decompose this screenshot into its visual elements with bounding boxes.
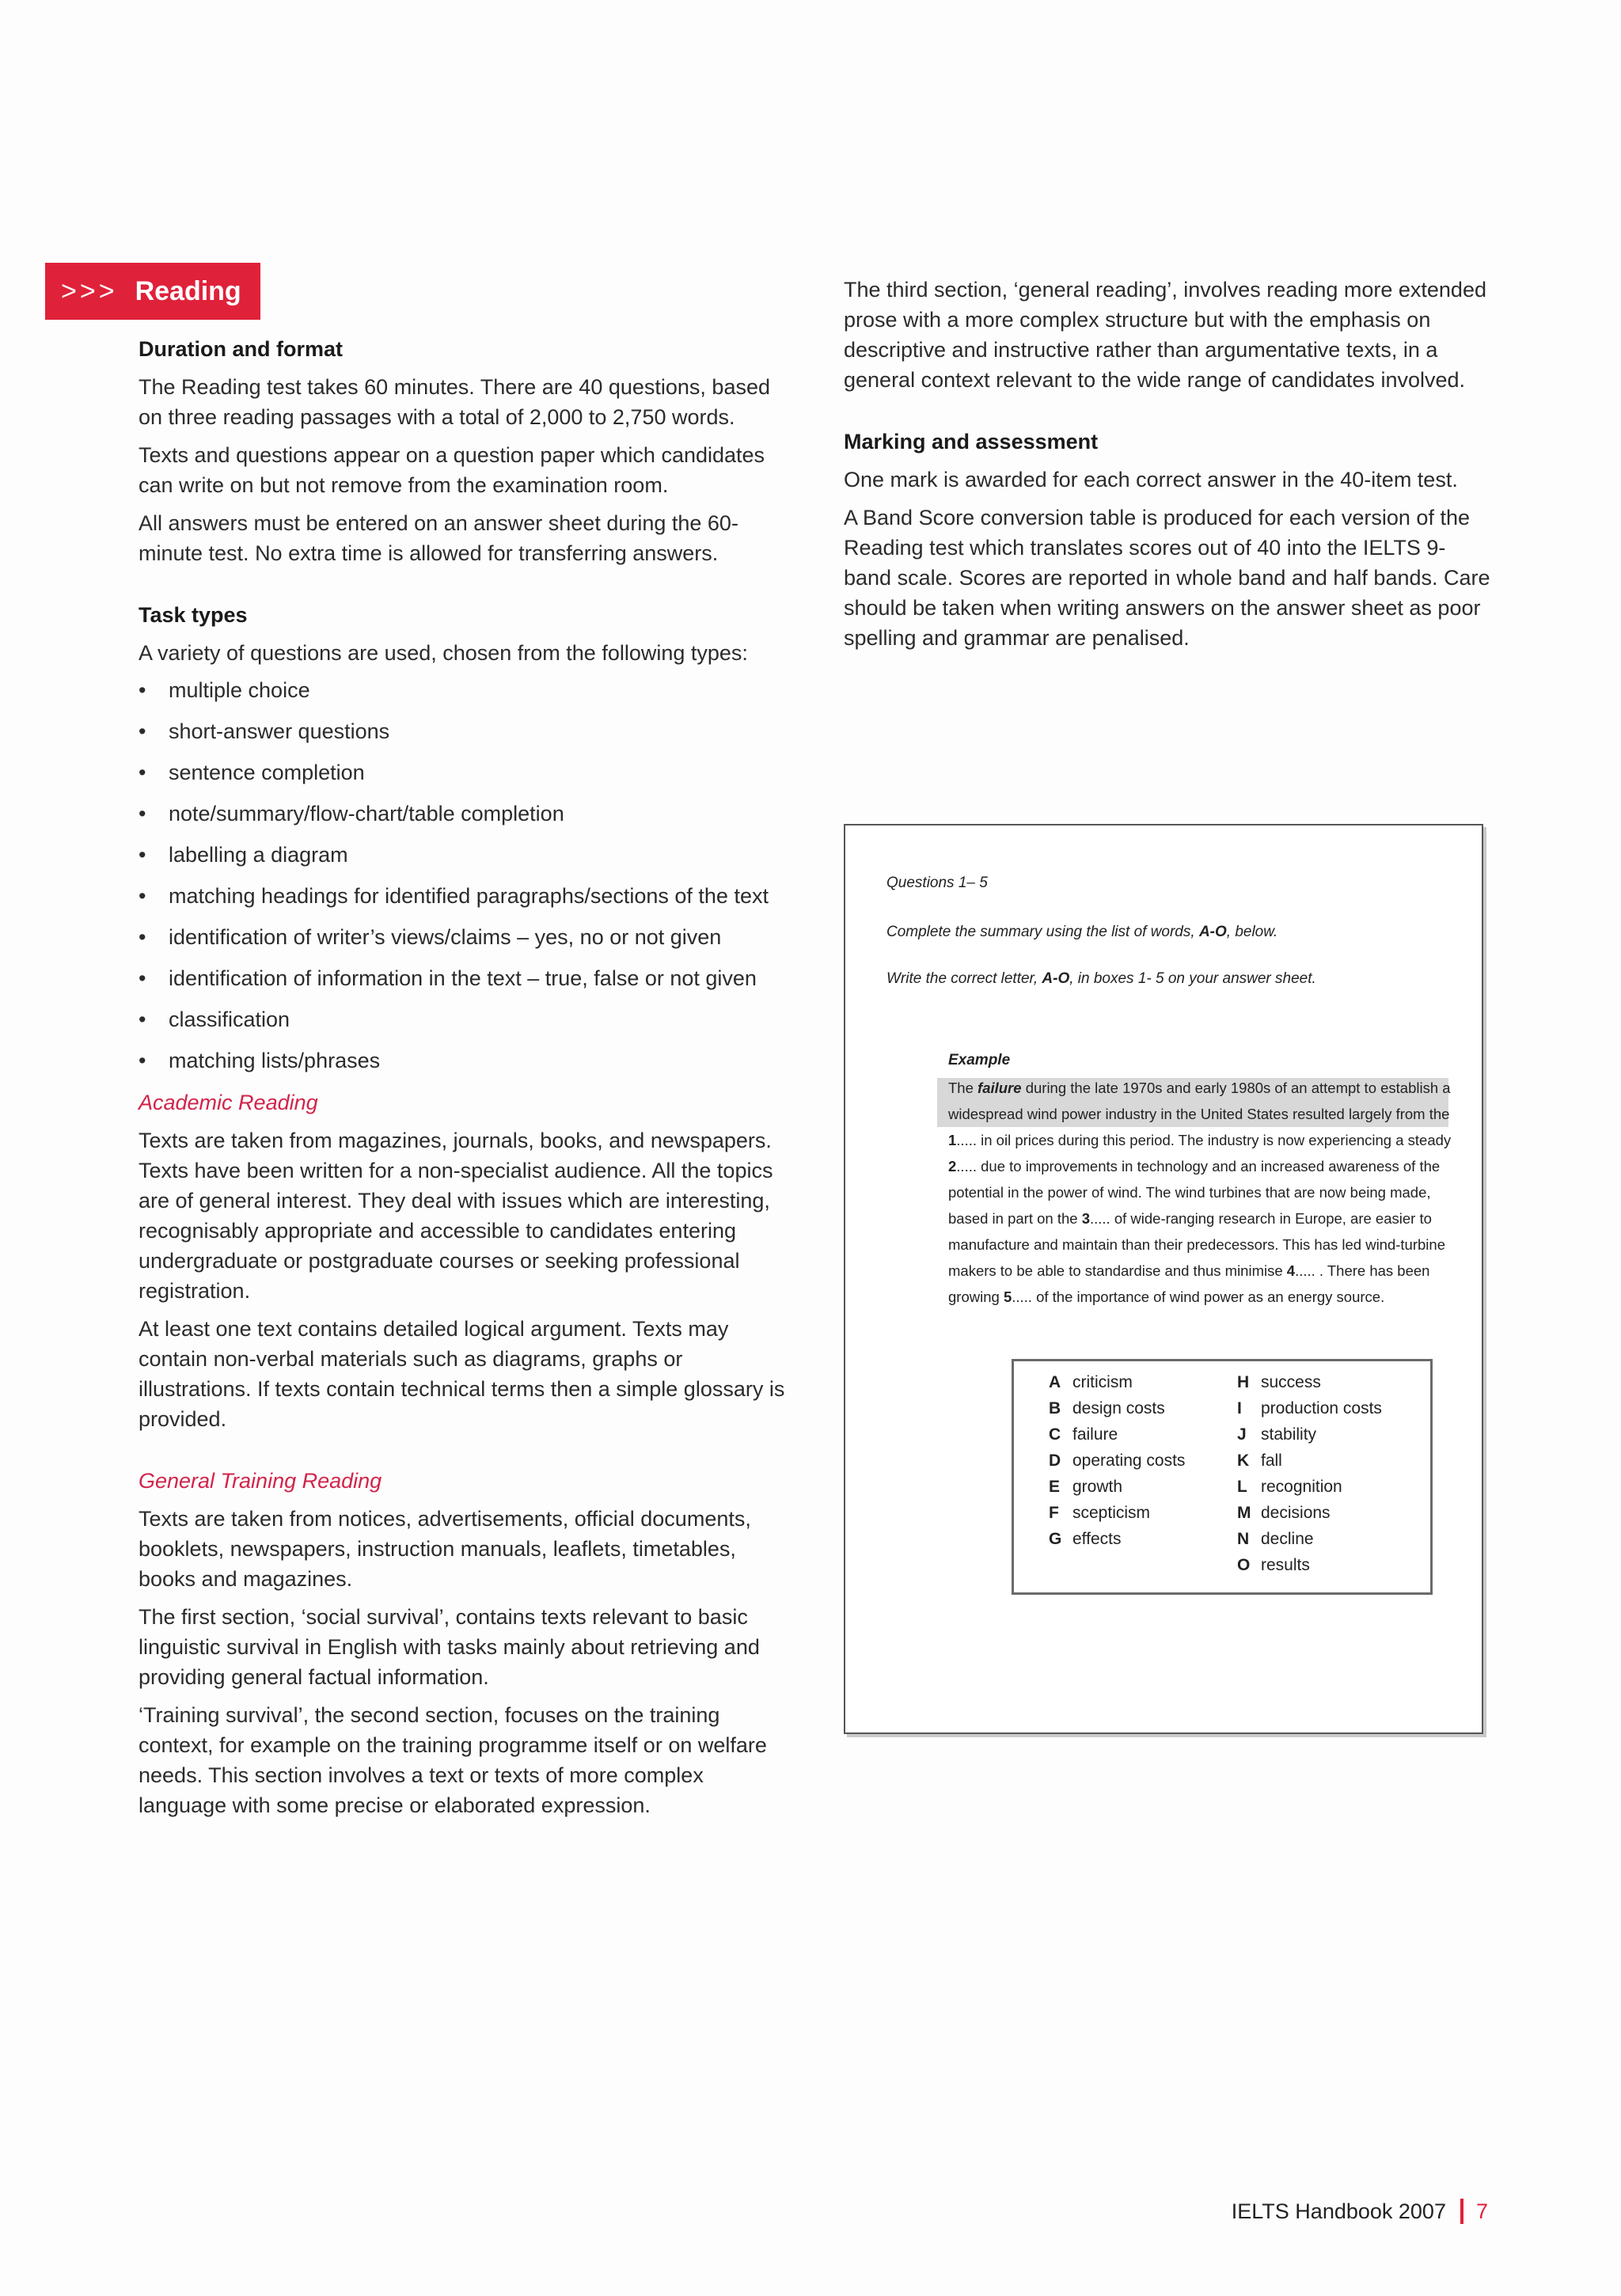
word-option: M decisions	[1237, 1504, 1331, 1522]
example-word: failure	[978, 1080, 1022, 1096]
bullet-icon: •	[139, 719, 146, 743]
section-title: Reading	[135, 275, 241, 306]
bullet-icon: •	[139, 966, 146, 990]
bullet-icon: •	[139, 802, 146, 825]
word-option: J stability	[1237, 1425, 1317, 1444]
footer-separator	[1460, 2199, 1463, 2224]
academic-para: Texts are taken from magazines, journals, books, and newspapers. Texts have been written for a non-specialist audience. All the topics are of general interest. They deal with issues which are interesting, recognisably appropriate and accessible to candidates entering undergraduate or postgraduate courses or seeking professional registration.	[139, 1129, 773, 1303]
left-column	[139, 334, 788, 1828]
bullet-icon: •	[139, 678, 146, 702]
word-option: B design costs	[1049, 1399, 1165, 1417]
bullet-icon: •	[139, 843, 146, 867]
word-list-box	[1012, 1359, 1433, 1595]
word-option: K fall	[1237, 1452, 1282, 1470]
third-section-para: The third section, ‘general reading’, involves reading more extended prose with a more complex structure but with the emphasis on descriptive and instructive rather than argumentative texts, in a general context relevant to the wide range of candidates involved.	[844, 278, 1486, 392]
list-item: • identification of writer’s views/claims – yes, no or not given	[139, 923, 788, 951]
instruction-line: Write the correct letter, A-O, in boxes 1- 5 on your answer sheet.	[886, 970, 1316, 987]
marking-para: A Band Score conversion table is produced for each version of the Reading test which translates scores out of 40 into the IELTS 9-band scale. Scores are reported in whole band and half bands. Care should be taken when writing answers on the answer sheet as poor spelling and grammar are penalised.	[844, 506, 1490, 650]
list-item: • note/summary/flow-chart/table completion	[139, 799, 788, 828]
academic-reading-heading: Academic Reading	[139, 1091, 318, 1114]
summary-text: The failure during the late 1970s and early 1980s of an attempt to establish a widespread wind power industry in the United States resulted largely from the 1..... in oil prices during this period. The industry is now experiencing a steady 2..... due to improvements in technology and an increased awareness of the potential in the power of wind. The wind turbines that are now being made, based in part on the 3..... of wide-ranging research in Europe, are easier to manufacture and maintain than their predecessors. This has led wind-turbine makers to be able to standardise and thus minimise 4..... . There has been growing 5..... of the importance of wind power as an energy source.	[948, 1080, 1452, 1305]
bullet-icon: •	[139, 1049, 146, 1072]
general-training-para: The first section, ‘social survival’, contains texts relevant to basic linguistic survival in English with tasks mainly about retrieving and providing general factual information.	[139, 1605, 760, 1689]
duration-para: The Reading test takes 60 minutes. There are 40 questions, based on three reading passages with a total of 2,000 to 2,750 words.	[139, 375, 770, 429]
page-number: 7	[1475, 2199, 1488, 2223]
word-option: A criticism	[1049, 1373, 1133, 1391]
list-item: • short-answer questions	[139, 717, 788, 746]
word-option: C failure	[1049, 1425, 1118, 1444]
word-option: E growth	[1049, 1478, 1123, 1496]
word-option: L recognition	[1237, 1478, 1342, 1496]
word-option: F scepticism	[1049, 1504, 1151, 1522]
gap-number: 4	[1286, 1262, 1296, 1279]
duration-heading: Duration and format	[139, 337, 344, 361]
list-item: • identification of information in the text – true, false or not given	[139, 964, 788, 992]
task-types-heading: Task types	[139, 603, 248, 627]
academic-para: At least one text contains detailed logical argument. Texts may contain non-verbal materials such as diagrams, graphs or illustrations. If texts contain technical terms then a simple glossary is provided.	[139, 1317, 785, 1431]
gap-number: 3	[1081, 1210, 1090, 1227]
task-types-intro: A variety of questions are used, chosen from the following types:	[139, 641, 748, 665]
word-list-column	[1237, 1369, 1382, 1578]
page-footer	[1232, 2199, 1488, 2224]
list-item: • classification	[139, 1005, 788, 1034]
section-tab	[45, 263, 260, 320]
marking-para: One mark is awarded for each correct answer in the 40-item test.	[844, 468, 1458, 491]
bullet-icon: •	[139, 884, 146, 908]
footer-title: IELTS Handbook 2007	[1231, 2199, 1446, 2223]
gap-number: 5	[1003, 1288, 1012, 1305]
marking-heading: Marking and assessment	[844, 430, 1099, 454]
section-arrows: >>>	[61, 275, 118, 306]
bullet-icon: •	[139, 761, 146, 784]
word-option: G effects	[1049, 1530, 1122, 1548]
list-item: • multiple choice	[139, 676, 788, 704]
list-item: • matching lists/phrases	[139, 1046, 788, 1075]
instruction-line: Complete the summary using the list of words, A-O, below.	[886, 924, 1278, 940]
word-option: H success	[1237, 1373, 1321, 1391]
general-training-para: Texts are taken from notices, advertisements, official documents, booklets, newspapers, instruction manuals, leaflets, timetables, books and magazines.	[139, 1507, 751, 1591]
word-option: O results	[1237, 1556, 1310, 1574]
gap-number: 1	[948, 1132, 957, 1148]
sample-question-box	[844, 824, 1483, 1734]
word-option: I production costs	[1237, 1399, 1382, 1417]
duration-para: Texts and questions appear on a question paper which candidates can write on but not remove from the examination room.	[139, 443, 765, 497]
questions-label: Questions 1– 5	[886, 875, 988, 891]
right-column	[844, 275, 1493, 661]
list-item: • labelling a diagram	[139, 841, 788, 869]
word-option: D operating costs	[1049, 1452, 1186, 1470]
task-types-list	[139, 676, 788, 1075]
bullet-icon: •	[139, 1008, 146, 1031]
list-item: • matching headings for identified paragraphs/sections of the text	[139, 882, 788, 910]
general-training-heading: General Training Reading	[139, 1469, 382, 1493]
list-item: • sentence completion	[139, 758, 788, 787]
word-option: N decline	[1237, 1530, 1314, 1548]
general-training-para: ‘Training survival’, the second section, focuses on the training context, for example on the training programme itself or on welfare needs. This section involves a text or texts of more complex language with some precise or elaborated expression.	[139, 1703, 767, 1817]
bullet-icon: •	[139, 925, 146, 949]
word-list-column	[1049, 1369, 1185, 1552]
gap-number: 2	[948, 1158, 957, 1175]
example-label: Example	[948, 1052, 1011, 1068]
duration-para: All answers must be entered on an answer sheet during the 60-minute test. No extra time is allowed for transferring answers.	[139, 511, 738, 565]
